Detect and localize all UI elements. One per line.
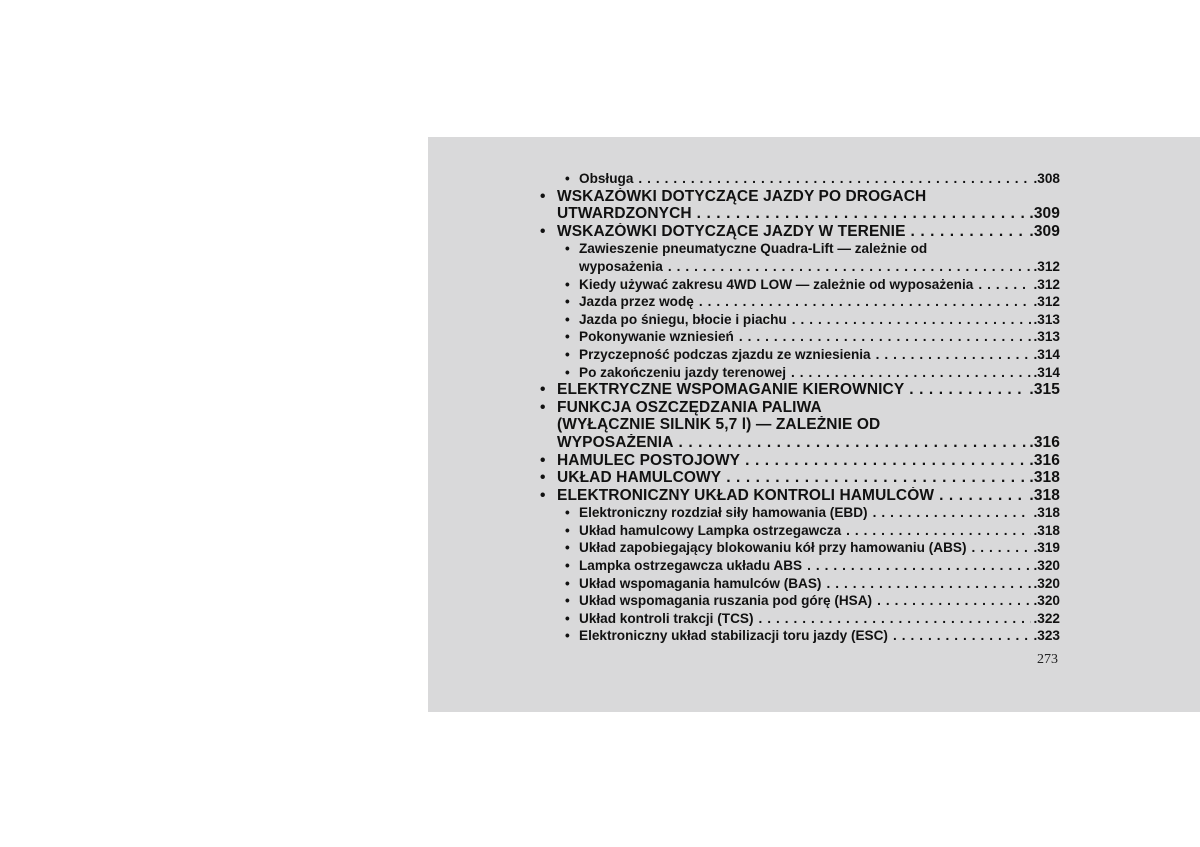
toc-subsection-entry[interactable] [540, 293, 1060, 311]
bullet-icon: • [565, 558, 570, 574]
bullet-icon: • [565, 311, 570, 327]
toc-entry-title: UKŁAD HAMULCOWY [557, 469, 722, 487]
bullet-icon: • [565, 522, 570, 538]
dot-leader [972, 539, 1031, 557]
dot-leader [758, 610, 1030, 628]
bullet-icon: • [565, 294, 570, 310]
bullet-icon: • [565, 171, 570, 186]
toc-subsection-entry[interactable] [540, 240, 1060, 275]
dot-leader [679, 434, 1027, 452]
toc-entry-title: Po zakończeniu jazdy terenowej [579, 364, 786, 380]
toc-subsection-entry[interactable] [540, 276, 1060, 294]
toc-subsection-entry[interactable] [540, 504, 1060, 522]
bullet-icon: • [565, 276, 570, 292]
toc-entry-title: (WYŁĄCZNIE SILNIK 5,7 l) — ZALEŻNIE OD [557, 416, 881, 434]
toc-entry-title: Jazda po śniegu, błocie i piachu [579, 311, 787, 327]
dot-leader [939, 487, 1026, 505]
bullet-icon: • [540, 486, 546, 504]
toc-page-number: .312 [1033, 276, 1060, 292]
bullet-icon: • [565, 628, 570, 644]
bullet-icon: • [540, 187, 546, 205]
toc-subsection-entry[interactable] [540, 557, 1060, 575]
bullet-icon: • [540, 222, 546, 240]
dot-leader [638, 170, 1030, 188]
toc-entry-title: Elektroniczny układ stabilizacji toru jazdy (ESC) [579, 628, 888, 644]
toc-entry-title: Układ wspomagania ruszania pod górę (HSA) [579, 593, 873, 609]
dot-leader [807, 557, 1030, 575]
toc-entry-title: HAMULEC POSTOJOWY [557, 451, 741, 469]
dot-leader [876, 346, 1031, 364]
dot-leader [745, 452, 1026, 470]
toc-page-number: .316 [1029, 433, 1060, 451]
toc-section-entry[interactable] [540, 188, 1060, 223]
bullet-icon: • [565, 575, 570, 591]
dot-leader [877, 592, 1030, 610]
toc-page-number: .322 [1033, 610, 1060, 626]
toc-entry-title: Przyczepność podczas zjazdu ze wzniesienia [579, 346, 871, 362]
bullet-icon: • [565, 346, 570, 362]
toc-section-entry[interactable] [540, 452, 1060, 470]
toc-page-number: .320 [1033, 575, 1060, 591]
toc-entry-title: UTWARDZONYCH [557, 205, 692, 223]
bullet-icon: • [565, 241, 570, 257]
toc-entry-title: ELEKTRYCZNE WSPOMAGANIE KIEROWNICY [557, 381, 905, 399]
dot-leader [697, 205, 1027, 223]
toc-page-number: .314 [1033, 364, 1060, 380]
toc-page-number: .318 [1033, 505, 1060, 521]
toc-entry-title: Układ wspomagania hamulców (BAS) [579, 575, 822, 591]
toc-page-number: .312 [1033, 258, 1060, 274]
toc-subsection-entry[interactable] [540, 364, 1060, 382]
toc-entry-title: Układ hamulcowy Lampka ostrzegawcza [579, 522, 842, 538]
toc-entry-title: WSKAZÓWKI DOTYCZĄCE JAZDY W TERENIE [557, 222, 906, 240]
toc-entry-title: FUNKCJA OSZCZĘDZANIA PALIWA [557, 398, 822, 416]
dot-leader [909, 381, 1026, 399]
dot-leader [911, 223, 1027, 241]
toc-page-number: .323 [1033, 628, 1060, 644]
toc-section-entry[interactable] [540, 399, 1060, 452]
dot-leader [873, 504, 1031, 522]
toc-entry-title: Kiedy używać zakresu 4WD LOW — zależnie od wyposażenia [579, 276, 974, 292]
toc-page-number: .308 [1033, 171, 1060, 186]
toc-entry-title: Układ kontroli trakcji (TCS) [579, 610, 754, 626]
dot-leader [668, 258, 1031, 276]
bullet-icon: • [565, 593, 570, 609]
toc-page-number: .312 [1033, 294, 1060, 310]
dot-leader [826, 575, 1030, 593]
toc-page-number: .320 [1033, 558, 1060, 574]
bullet-icon: • [565, 540, 570, 556]
toc-entry-title: Jazda przez wodę [579, 294, 694, 310]
bullet-icon: • [565, 505, 570, 521]
toc-section-entry[interactable] [540, 487, 1060, 505]
toc-page-number: .319 [1033, 540, 1060, 556]
toc-subsection-entry[interactable] [540, 346, 1060, 364]
toc-entry-title: Zawieszenie pneumatyczne Quadra-Lift — zależnie od [579, 241, 928, 257]
toc-section-entry[interactable] [540, 469, 1060, 487]
toc-page-number: .318 [1033, 522, 1060, 538]
toc-section-entry[interactable] [540, 381, 1060, 399]
toc-entry-title: Układ zapobiegający blokowaniu kół przy hamowaniu (ABS) [579, 540, 967, 556]
bullet-icon: • [540, 381, 546, 399]
table-of-contents [540, 170, 1060, 645]
toc-entry-title: WYPOSAŻENIA [557, 433, 674, 451]
dot-leader [846, 522, 1030, 540]
toc-entry-title: Pokonywanie wzniesień [579, 329, 734, 345]
bullet-icon: • [540, 451, 546, 469]
page-number: 273 [1037, 652, 1058, 667]
dot-leader [978, 276, 1030, 294]
dot-leader [791, 364, 1031, 382]
toc-entry-title: ELEKTRONICZNY UKŁAD KONTROLI HAMULCÓW [557, 486, 935, 504]
toc-subsection-entry[interactable] [540, 170, 1060, 188]
toc-subsection-entry[interactable] [540, 328, 1060, 346]
toc-entry-title: Lampka ostrzegawcza układu ABS [579, 558, 803, 574]
toc-entry-title: WSKAZÓWKI DOTYCZĄCE JAZDY PO DROGACH [557, 187, 927, 205]
toc-entry-title: Obsługa [579, 171, 634, 186]
bullet-icon: • [565, 329, 570, 345]
bullet-icon: • [540, 398, 546, 416]
toc-subsection-entry[interactable] [540, 610, 1060, 628]
toc-page-number: .318 [1029, 469, 1060, 487]
toc-subsection-entry[interactable] [540, 522, 1060, 540]
toc-page-number: .309 [1029, 222, 1060, 240]
dot-leader [699, 293, 1031, 311]
toc-entry-title: Elektroniczny rozdział siły hamowania (EBD) [579, 505, 868, 521]
bullet-icon: • [565, 610, 570, 626]
toc-page-number: .320 [1033, 593, 1060, 609]
toc-page-number: .314 [1033, 346, 1060, 362]
bullet-icon: • [565, 364, 570, 380]
toc-page-number: .309 [1029, 205, 1060, 223]
toc-subsection-entry[interactable] [540, 592, 1060, 610]
toc-entry-title: wyposażenia [579, 258, 663, 274]
toc-subsection-entry[interactable] [540, 627, 1060, 645]
toc-page-number: .315 [1029, 381, 1060, 399]
toc-subsection-entry[interactable] [540, 539, 1060, 557]
toc-page-number: .313 [1033, 311, 1060, 327]
toc-section-entry[interactable] [540, 223, 1060, 241]
dot-leader [893, 627, 1031, 645]
toc-subsection-entry[interactable] [540, 575, 1060, 593]
dot-leader [739, 328, 1031, 346]
toc-subsection-entry[interactable] [540, 311, 1060, 329]
toc-page-number: .316 [1029, 451, 1060, 469]
toc-page-number: .313 [1033, 329, 1060, 345]
dot-leader [792, 311, 1031, 329]
dot-leader [726, 469, 1026, 487]
bullet-icon: • [540, 469, 546, 487]
toc-page-number: .318 [1029, 486, 1060, 504]
